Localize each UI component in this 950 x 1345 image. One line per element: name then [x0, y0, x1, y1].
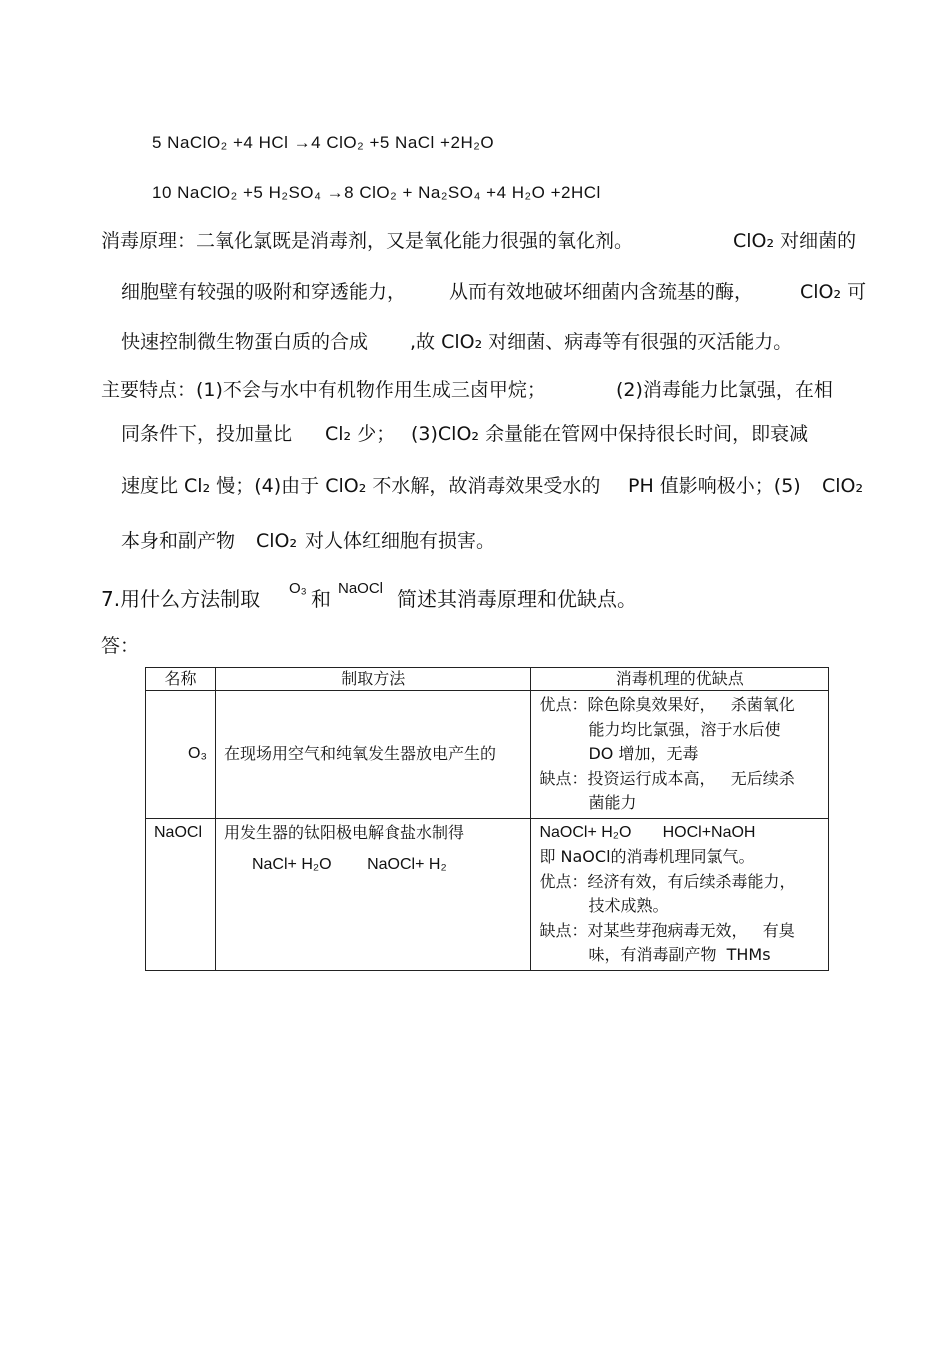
question-o3: O₃ [289, 580, 307, 597]
principle-line-2b: 从而有效地破坏细菌内含巯基的酶， [449, 281, 754, 303]
principle-line-3b: ,故 ClO₂ 对细菌、病毒等有很强的灭活能力。 [410, 331, 793, 353]
features-line-2a: 同条件下，投加量比 [121, 423, 293, 445]
features-line-4a: 本身和副产物 [121, 530, 236, 552]
header-mechanism: 消毒机理的优缺点 [531, 668, 829, 691]
principle-line-3: 快速控制微生物蛋白质的合成 [121, 331, 369, 353]
dis-line: 缺点：对某些芽孢病毒无效， 有臭 [539, 920, 795, 940]
features-line-1b: (2)消毒能力比氯强，在相 [616, 379, 833, 401]
dis-line-2: 菌能力 [588, 793, 637, 812]
question-text-b: 简述其消毒原理和优缺点。 [397, 587, 637, 611]
adv-line: 优点：除色除臭效果好， 杀菌氧化 [539, 695, 795, 714]
header-method: 制取方法 [215, 668, 530, 691]
method-text: 用发生器的钛阳极电解食盐水制得 [223, 822, 464, 842]
features-line-3b: PH 值影响极小；(5) [628, 475, 801, 497]
header-name: 名称 [146, 668, 216, 691]
features-line-4c: 对人体红细胞有损害。 [305, 530, 496, 552]
features-line-3a: 速度比 Cl₂ 慢；(4)由于 ClO₂ 不水解，故消毒效果受水的 [121, 475, 601, 497]
row-method-naocl [215, 818, 530, 970]
equation-2: 10 NaClO₂ +5 H₂SO₄ →8 ClO₂ + Na₂SO₄ +4 H₂O +2HCl [152, 183, 601, 202]
principle-line-1b: ClO₂ 对细菌的 [733, 230, 857, 252]
features-line-2b: Cl₂ 少； [325, 423, 396, 445]
row-mechanism-o3 [531, 691, 829, 819]
row-name-o3: O₃ [146, 691, 216, 819]
question-naocl: NaOCl [338, 580, 384, 597]
row-method-o3: 在现场用空气和纯氧发生器放电产生的 [215, 691, 530, 819]
answer-label: 答： [101, 635, 140, 657]
mechanism-equation: NaOCl+ H₂O HOCl+NaOH [539, 823, 756, 841]
adv-line-2: 技术成熟。 [588, 896, 669, 915]
features-line-4b: ClO₂ [256, 530, 298, 552]
method-equation: NaCl+ H₂O NaOCl+ H₂ [251, 856, 447, 873]
row-name-naocl: NaOCl [146, 818, 216, 970]
adv-line-3: DO 增加，无毒 [588, 744, 699, 763]
table-row [146, 691, 829, 819]
row-mechanism-naocl [531, 818, 829, 970]
question-and: 和 [311, 587, 331, 611]
table-header-row [146, 668, 829, 691]
equation-1: 5 NaClO₂ +4 HCl →4 ClO₂ +5 NaCl +2H₂O [152, 133, 495, 152]
features-line-1a: 主要特点：(1)不会与水中有机物作用生成三卤甲烷； [101, 379, 546, 401]
comparison-table [145, 667, 829, 971]
adv-line-2: 能力均比氯强，溶于水后使 [588, 719, 781, 739]
table-row [146, 818, 829, 970]
question-text-a: 7.用什么方法制取 [101, 587, 261, 611]
principle-line-2: 细胞壁有较强的吸附和穿透能力， [121, 281, 407, 303]
dis-line-2: 味，有消毒副产物 THMs [588, 945, 771, 964]
features-line-2c: (3)ClO₂ 余量能在管网中保持很长时间，即衰减 [411, 423, 809, 445]
mechanism-note: 即 NaOCl的消毒机理同氯气。 [539, 847, 755, 866]
dis-line: 缺点：投资运行成本高， 无后续杀 [539, 768, 795, 788]
principle-line-2c: ClO₂ 可 [800, 281, 867, 303]
principle-line-1: 消毒原理：二氧化氯既是消毒剂，又是氧化能力很强的氧化剂。 [101, 230, 634, 252]
adv-line: 优点：经济有效，有后续杀毒能力， [539, 871, 796, 891]
features-line-3c: ClO₂ [822, 475, 864, 497]
